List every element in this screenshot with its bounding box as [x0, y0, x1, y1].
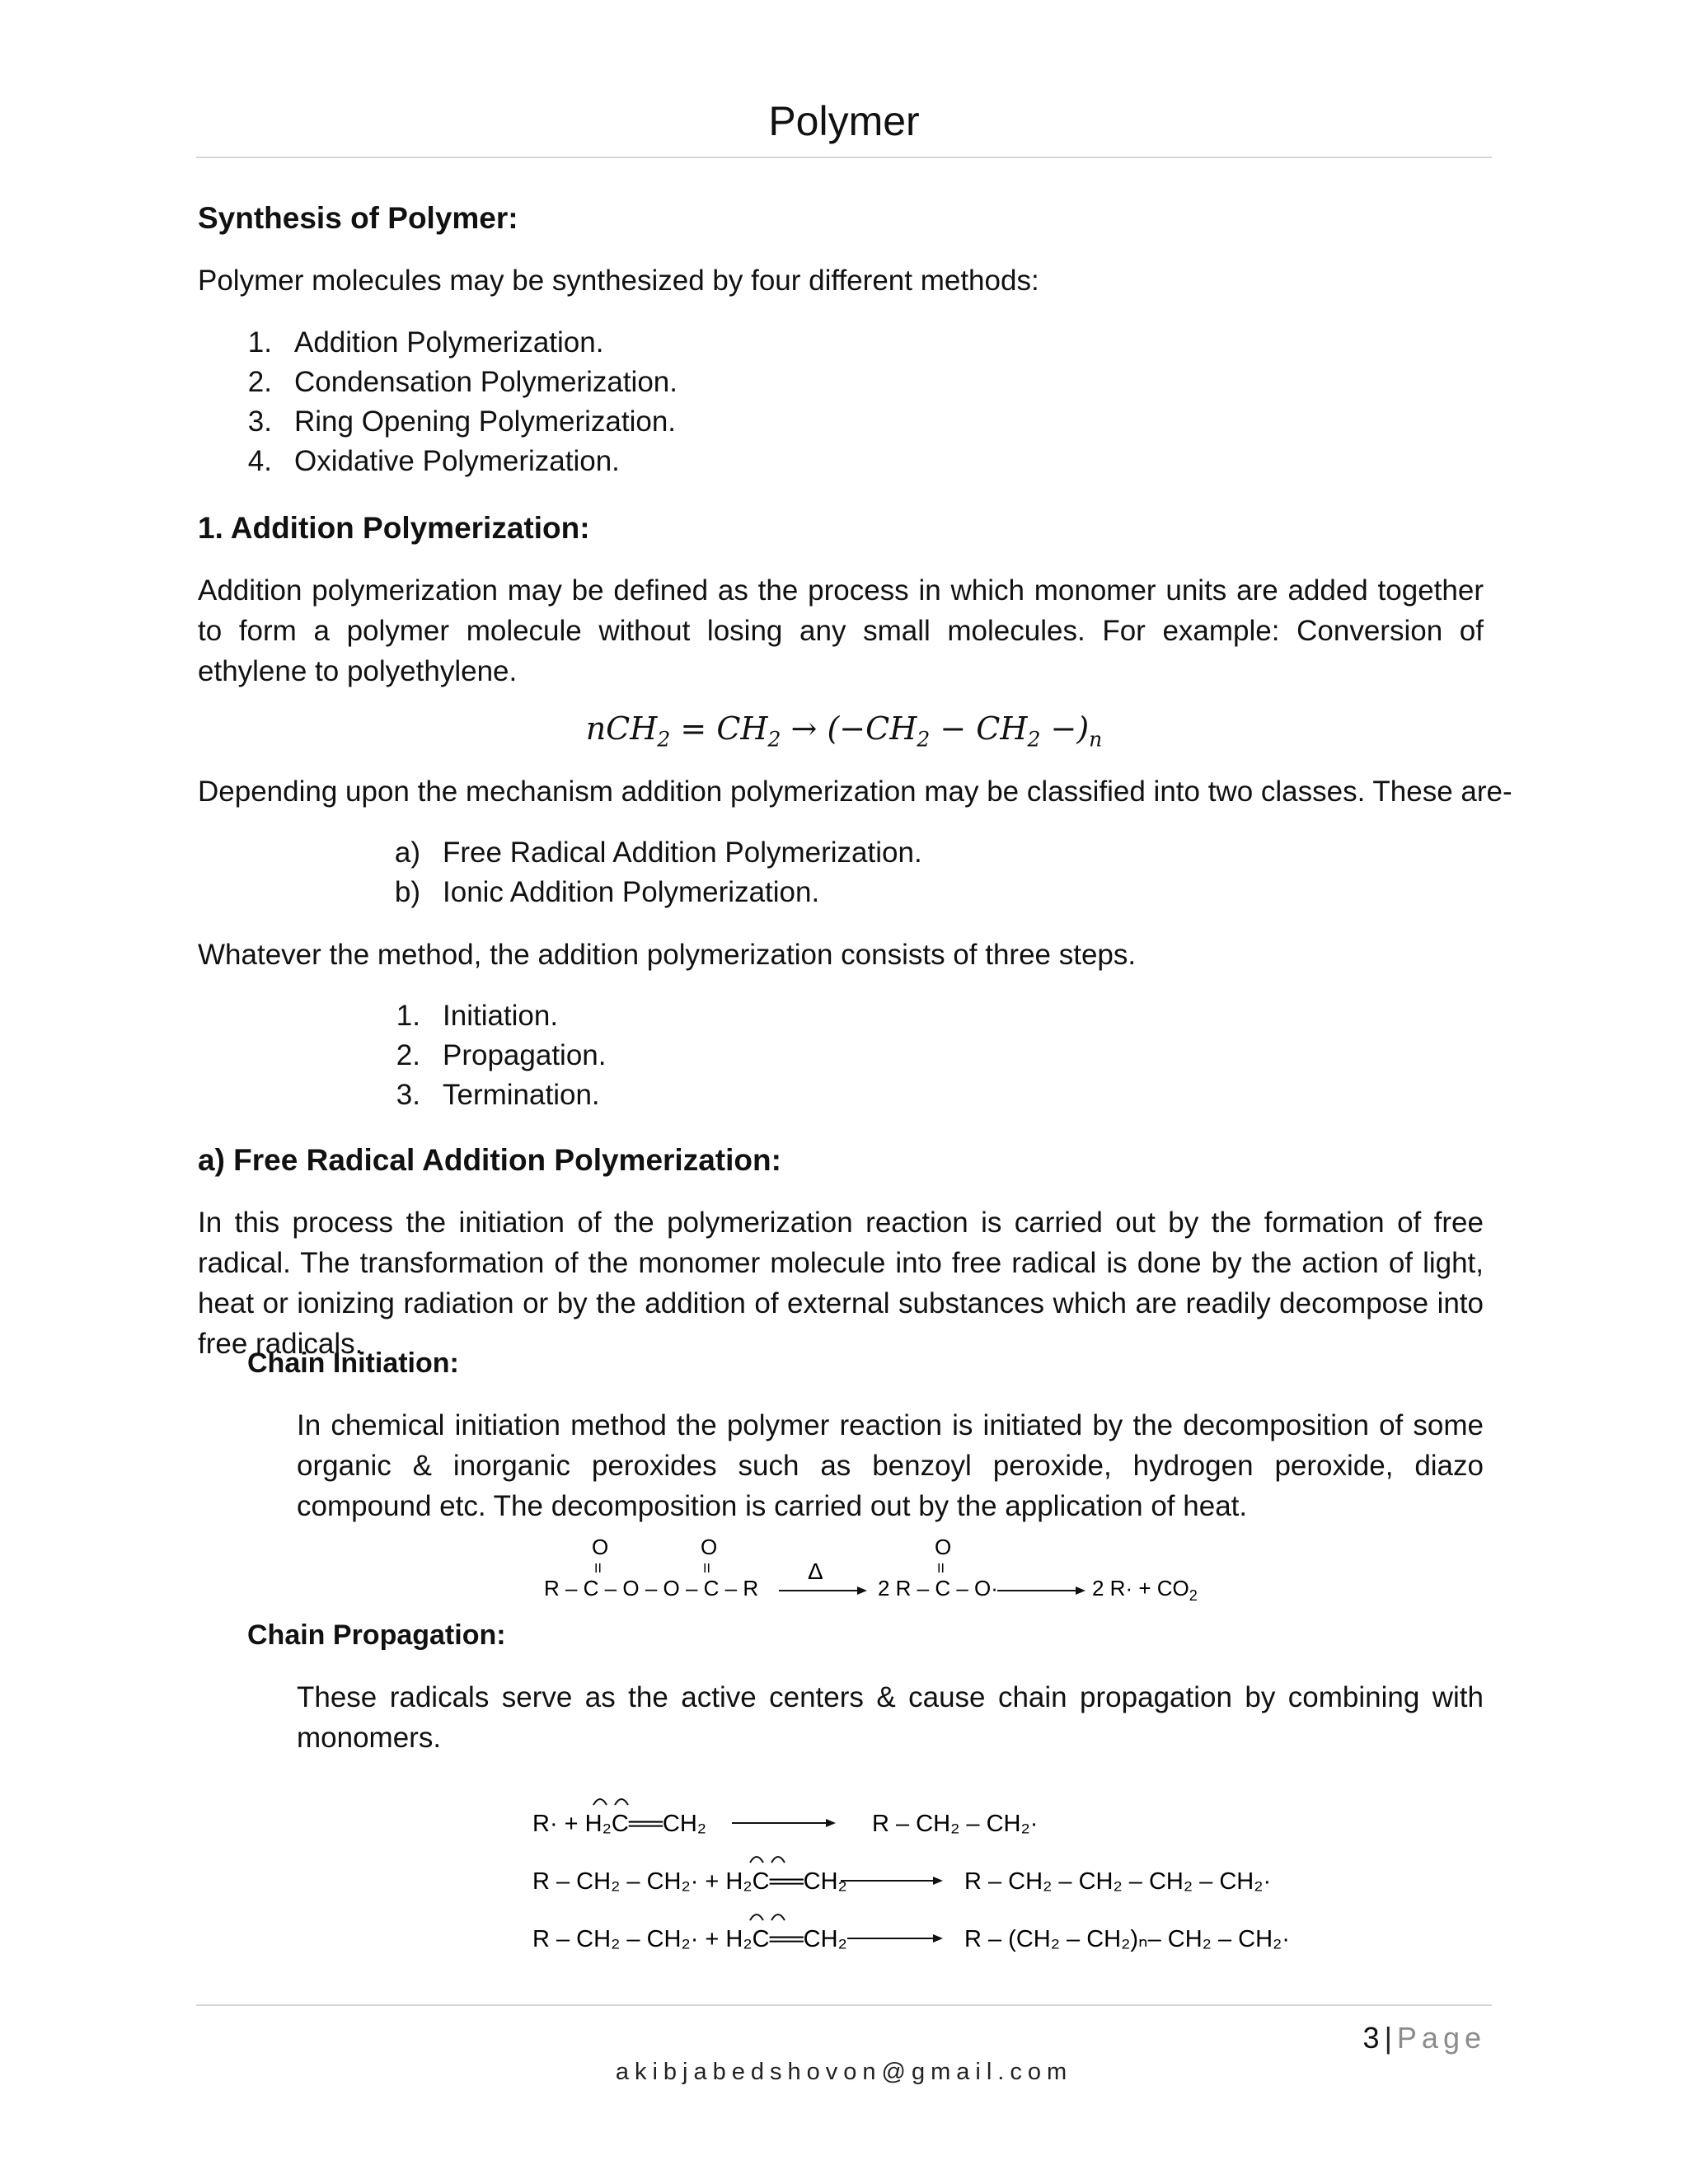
header-divider	[196, 157, 1492, 158]
chain-propagation-text: These radicals serve as the active centers & cause chain propagation by combining with monomers.	[297, 1681, 1484, 1754]
electron-arrow-icon	[771, 1857, 785, 1863]
list-number: 4.	[247, 445, 272, 477]
chain-initiation-text: In chemical initiation method the polymer reaction is initiated by the decomposition of some organic & inorganic peroxides such as benzoyl peroxide, hydrogen peroxide, diazo compound etc. The decomposition is carried out by the application of heat.	[297, 1409, 1484, 1522]
oxygen-label: O	[935, 1535, 952, 1559]
reaction-1-right: R – CH₂ – CH₂·	[872, 1811, 1039, 1837]
eq-term: − CH	[940, 710, 1028, 747]
eq-sign: =	[680, 710, 707, 747]
eq-term: −)	[1050, 710, 1090, 747]
list-number: 3.	[396, 1079, 420, 1111]
double-bond-mark: II	[703, 1562, 710, 1576]
addition-heading: 1. Addition Polymerization:	[198, 511, 590, 545]
list-number: 2.	[247, 366, 272, 398]
list-text: Condensation Polymerization.	[294, 366, 678, 398]
list-number: 1.	[396, 1000, 420, 1032]
reaction-3-left: R – CH₂ – CH₂· + H₂C══CH₂	[532, 1926, 847, 1952]
oxygen-label: O	[592, 1535, 609, 1559]
double-bond-mark: II	[937, 1562, 945, 1576]
list-number: 2.	[396, 1039, 420, 1071]
free-radical-paragraph: In this process the initiation of the polymerization reaction is carried out by the formation of free radical. The transformation of the monomer molecule into free radical is done by the action of light, heat or ionizing radiation or by the addition of external substances which are readily decompose into free radicals.	[198, 1207, 1484, 1360]
page-label: Page	[1396, 2021, 1486, 2055]
reaction-arrow-head	[933, 1934, 943, 1943]
list-item	[371, 1076, 606, 1115]
reaction-arrow-head	[1076, 1586, 1085, 1595]
peroxide-reactant: R – C – O – O – C – R	[544, 1576, 759, 1601]
reaction-arrow-head	[826, 1819, 836, 1827]
reaction-1-left: R· + H₂C══CH₂	[532, 1811, 707, 1837]
electron-arrow-icon	[750, 1915, 763, 1920]
list-number: 3.	[247, 405, 272, 438]
addition-paragraph: Addition polymerization may be defined as the process in which monomer units are added together to form a polymer molecule without losing any small molecules. For example: Conversion of ethylene to polyethylene.	[198, 574, 1484, 687]
list-number: 1.	[247, 326, 272, 359]
page-number	[1363, 2021, 1486, 2055]
free-radical-heading: a) Free Radical Addition Polymerization:	[198, 1143, 781, 1177]
list-text: Addition Polymerization.	[294, 326, 604, 359]
chain-initiation-heading: Chain Initiation:	[247, 1347, 459, 1379]
reaction-arrow-head	[933, 1877, 943, 1885]
chain-propagation-heading: Chain Propagation:	[247, 1619, 506, 1651]
eq-term: CH	[716, 710, 768, 747]
list-item	[223, 402, 678, 442]
eq-subscript: n	[1089, 727, 1103, 752]
electron-arrow-icon	[750, 1857, 763, 1863]
list-item	[371, 833, 922, 873]
oxygen-label: O	[701, 1535, 718, 1559]
list-text: Oxidative Polymerization.	[294, 445, 620, 477]
page-number-value: 3	[1362, 2021, 1380, 2055]
double-bond-mark: II	[594, 1562, 602, 1576]
list-item	[371, 873, 922, 912]
eq-subscript: 2	[917, 727, 931, 752]
steps-intro: Whatever the method, the addition polymerization consists of three steps.	[198, 939, 1137, 971]
steps-list	[371, 996, 606, 1115]
list-text: Ring Opening Polymerization.	[294, 405, 677, 438]
classify-text: Depending upon the mechanism addition polymerization may be classified into two classes. These are-	[198, 776, 1512, 808]
synthesis-intro: Polymer molecules may be synthesized by four different methods:	[198, 265, 1039, 297]
list-text: Initiation.	[443, 1000, 559, 1032]
list-item	[223, 363, 678, 402]
reaction-3-right: R – (CH₂ – CH₂)ₙ– CH₂ – CH₂·	[964, 1926, 1290, 1952]
electron-arrow-icon	[615, 1799, 628, 1805]
list-text: Propagation.	[443, 1039, 607, 1071]
initiation-reaction	[528, 1533, 1236, 1607]
reaction-2-left: R – CH₂ – CH₂· + H₂C══CH₂	[532, 1868, 847, 1895]
propagation-reactions	[519, 1780, 1327, 1970]
reaction-2-right: R – CH₂ – CH₂ – CH₂ – CH₂·	[964, 1868, 1272, 1895]
radical-intermediate: 2 R – C – O·	[878, 1576, 998, 1601]
synthesis-heading: Synthesis of Polymer:	[198, 201, 518, 235]
product-text: 2 R· + CO	[1092, 1576, 1189, 1601]
list-item	[223, 323, 678, 363]
list-number: a)	[394, 837, 420, 869]
page-header-title: Polymer	[768, 98, 920, 144]
reaction-arrow-head	[857, 1586, 867, 1595]
footer-email: akibjabedshovon@gmail.com	[615, 2059, 1073, 2085]
list-number: b)	[394, 876, 420, 908]
list-text: Ionic Addition Polymerization.	[443, 876, 820, 908]
list-item	[371, 1036, 606, 1076]
list-text: Termination.	[443, 1079, 600, 1111]
page-separator: |	[1384, 2021, 1392, 2055]
eq-term: nCH	[585, 710, 658, 747]
methods-list	[223, 323, 678, 481]
list-item	[371, 996, 606, 1036]
ethylene-equation	[0, 710, 1688, 752]
list-item	[223, 442, 678, 481]
heat-delta-symbol: Δ	[808, 1558, 823, 1584]
electron-arrow-icon	[771, 1915, 785, 1920]
footer-divider	[196, 2004, 1492, 2006]
eq-subscript: 2	[657, 727, 671, 752]
electron-arrow-icon	[593, 1799, 607, 1805]
classes-list	[371, 833, 922, 912]
eq-subscript: 2	[767, 727, 781, 752]
initiation-product	[1092, 1576, 1198, 1604]
product-subscript: 2	[1189, 1587, 1198, 1604]
list-text: Free Radical Addition Polymerization.	[443, 837, 922, 869]
eq-subscript: 2	[1027, 727, 1041, 752]
eq-arrow: → (−CH	[790, 710, 917, 747]
